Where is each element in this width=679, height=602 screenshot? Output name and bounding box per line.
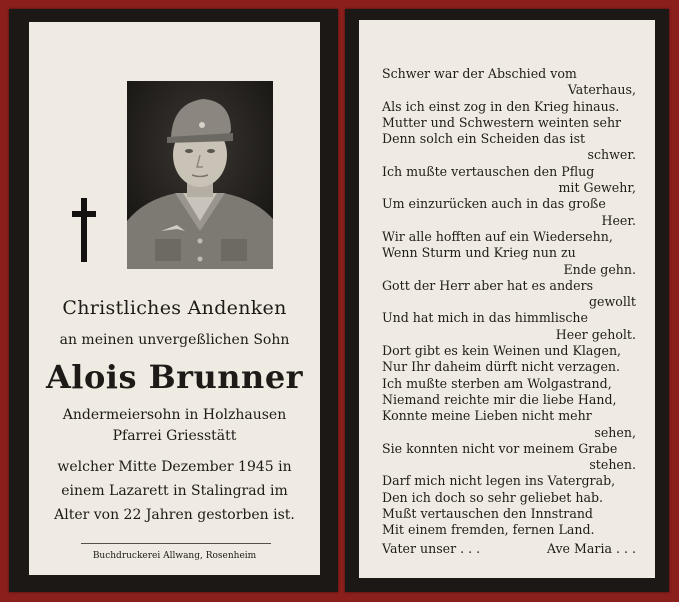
poem-line: Wir alle hofften auf ein Wiedersehn, <box>382 228 613 244</box>
intro-line: an meinen unvergeßlichen Sohn <box>59 332 290 348</box>
poem-line: Dort gibt es kein Weinen und Klagen, <box>382 343 622 359</box>
poem-line: stehen. <box>589 457 636 473</box>
poem-line: Ende gehn. <box>563 261 636 277</box>
memorial-card-right-panel <box>345 9 669 592</box>
poem-line: Nur Ihr daheim dürft nicht verzagen. <box>382 359 621 375</box>
poem-line: Konnte meine Lieben nicht mehr <box>382 408 592 424</box>
origin-line-1: Andermeiersohn in Holzhausen <box>62 407 287 423</box>
poem-line: Heer geholt. <box>555 326 636 342</box>
latin-cross-icon <box>72 198 96 262</box>
poem-line: schwer. <box>587 147 636 163</box>
prayer-hail-mary: Ave Maria . . . <box>546 541 636 556</box>
poem-line: Um einzurücken auch in das große <box>382 196 606 212</box>
poem-line: Mit einem fremden, fernen Land. <box>382 522 595 538</box>
poem-line: Darf mich nicht legen ins Vatergrab, <box>382 473 616 489</box>
poem-line: Mutter und Schwestern weinten sehr <box>382 114 622 130</box>
right-paper <box>359 20 655 578</box>
poem-line: Als ich einst zog in den Krieg hinaus. <box>382 98 620 114</box>
poem-line: Sie konnten nicht vor meinem Grabe <box>382 440 618 456</box>
poem-line: Niemand reichte mir die liebe Hand, <box>382 391 617 407</box>
printer-credit: Buchdruckerei Allwang, Rosenheim <box>92 551 257 561</box>
poem-line: Ich mußte vertauschen den Pflug <box>382 163 595 179</box>
poem-line: Und hat mich in das himmlische <box>382 310 588 326</box>
memorial-card-left-panel <box>9 9 338 592</box>
divider <box>81 543 271 544</box>
poem-line: Den ich doch so sehr geliebet hab. <box>382 489 604 505</box>
poem-line: Denn solch ein Scheiden das ist <box>382 131 586 147</box>
left-paper <box>29 22 320 575</box>
poem-line: Vaterhaus, <box>567 82 636 98</box>
poem-line: Heer. <box>601 212 636 228</box>
memorial-poem <box>382 66 636 539</box>
deceased-name: Alois Brunner <box>45 358 304 396</box>
soldier-portrait-photo <box>127 81 273 269</box>
death-line-1: welcher Mitte Dezember 1945 in <box>57 459 292 475</box>
poem-line: sehen, <box>594 424 636 440</box>
memorial-heading: Christliches Andenken <box>62 297 287 319</box>
poem-line: Wenn Sturm und Krieg nun zu <box>382 245 576 261</box>
poem-line: Ich mußte sterben am Wolgastrand, <box>382 375 612 391</box>
poem-line: gewollt <box>589 294 636 310</box>
death-line-2: einem Lazarett in Stalingrad im <box>61 483 288 499</box>
poem-line: Gott der Herr aber hat es anders <box>382 277 594 293</box>
prayer-our-father: Vater unser . . . <box>382 541 481 556</box>
death-line-3: Alter von 22 Jahren gestorben ist. <box>54 507 295 523</box>
poem-line: Mußt vertauschen den Innstrand <box>382 506 593 522</box>
origin-line-2: Pfarrei Griesstätt <box>112 428 237 444</box>
poem-line: mit Gewehr, <box>558 180 636 196</box>
poem-line: Schwer war der Abschied vom <box>382 66 577 81</box>
